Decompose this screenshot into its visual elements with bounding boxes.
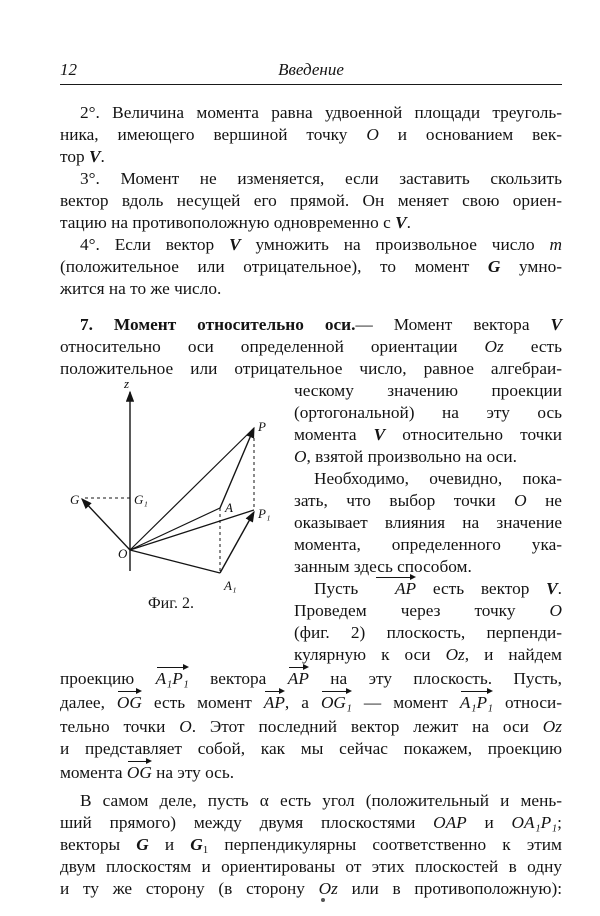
section7-line17: проекцию A₁P₁ вектора AP на эту плоскость. Пусть, [60, 669, 562, 688]
label-z: z [124, 376, 130, 391]
vector-A1P1 [220, 512, 254, 573]
section-heading: 7. Момент относительно оси. [80, 315, 356, 334]
para2-line3: тор V. [60, 147, 105, 166]
para3-line1: 3°. Момент не изменяется, если заставить скользить [80, 169, 562, 188]
section7-line13: Пусть AP есть вектор V. [314, 579, 562, 598]
section7-line5: (ортогональной) на эту ось [294, 403, 562, 422]
section7-line10: оказывает влияния на значение [294, 513, 562, 532]
line-OP [130, 428, 254, 550]
vector-AP [220, 428, 254, 508]
section7-line16: кулярную к оси Oz, и найдем [294, 645, 562, 664]
label-A: A [225, 500, 233, 515]
para4-line3: жится на то же число. [60, 279, 222, 298]
section7-heading-line: 7. Момент относительно оси.— Момент вектора V [80, 315, 562, 334]
section7-line14: Проведем через точку O [294, 601, 562, 620]
label-G: G [70, 492, 80, 507]
para3-line3: тацию на противоположную одновременно с V. [60, 213, 411, 232]
page-number: 12 [60, 60, 77, 79]
section7-line4: ческому значению проекции [294, 381, 562, 400]
line-OA1 [130, 550, 220, 573]
section7-line19: тельно точки O. Этот последний вектор лежит на оси Oz [60, 717, 563, 736]
section7-line20: и представляет собой, как мы сейчас покажем, проекцию [60, 739, 562, 758]
section7-line2: относительно оси определенной ориентации Oz есть [60, 337, 562, 356]
para-last-line4: двум плоскостям и ориентированы от этих плоскостей в одну [60, 857, 562, 876]
para4-line1: 4°. Если вектор V умножить на произвольное число m [80, 235, 562, 254]
section7-line9: зать, что выбор точки O не [294, 491, 562, 510]
running-title: Введение [278, 60, 344, 79]
figure-caption: Фиг. 2. [148, 595, 194, 612]
line-OA [130, 508, 220, 550]
para4-line2: (положительное или отрицательное), то момент G умно- [60, 257, 562, 276]
label-G1: G₁ [134, 492, 148, 507]
section7-line18: далее, OG есть момент AP, а OG₁ — момент A₁P₁ относи- [60, 693, 563, 712]
label-P1: P₁ [258, 506, 271, 521]
label-O: O [118, 546, 128, 561]
para2-line2: ника, имеющего вершиной точку O и основанием век- [60, 125, 562, 144]
figure-2 [60, 376, 290, 606]
header-rule [60, 84, 562, 85]
vector-OG [82, 499, 130, 550]
para2-line1: 2°. Величина момента равна удвоенной площади треуголь- [80, 103, 562, 122]
section7-line12: занным здесь способом. [294, 557, 472, 576]
label-A1: A₁ [224, 578, 237, 593]
para-last-line3: векторы G и $G_1$ перпендикулярны соответственно к этим [60, 835, 562, 856]
section7-line7: O, взятой произвольно на оси. [294, 447, 517, 466]
label-P: P [258, 419, 266, 434]
figure-2-diagram [60, 376, 290, 606]
section7-line15: (фиг. 2) плоскость, перпенди- [294, 623, 562, 642]
section7-line8: Необходимо, очевидно, пока- [314, 469, 562, 488]
running-head [60, 60, 562, 82]
para-last-line1: В самом деле, пусть α есть угол (положительный и мень- [80, 791, 562, 810]
para-last-line5: и ту же сторону (в сторону Oz или в противоположную): [60, 879, 562, 898]
page-speck [321, 898, 325, 902]
para-last-line2: ший прямого) между двумя плоскостями OAP и OA₁P₁; [60, 813, 562, 832]
section7-line3: положительное или отрицательное число, равное алгебраи- [60, 359, 562, 378]
section7-line21: момента OG на эту ось. [60, 763, 235, 782]
section7-line6: момента V относительно точки [294, 425, 562, 444]
para3-line2: вектор вдоль несущей его прямой. Он меняет свою ориен- [60, 191, 562, 210]
section7-line11: момента, определенного ука- [294, 535, 562, 554]
